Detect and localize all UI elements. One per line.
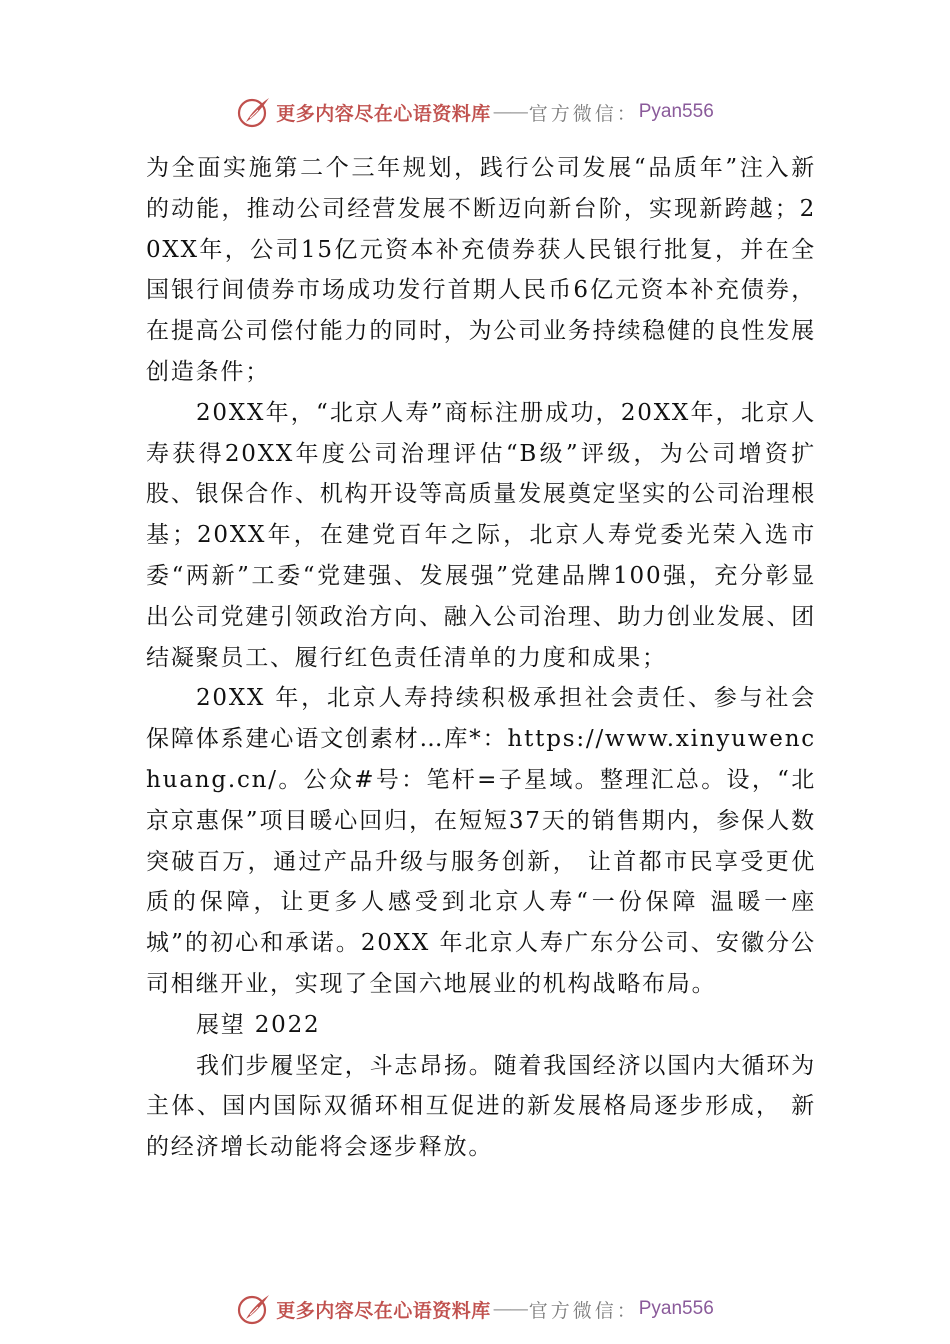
- paragraph-2: 20XX年，“北京人寿”商标注册成功，20XX年，北京人寿获得20XX年度公司治理评估“B级”评级，为公司增资扩股、银保合作、机构开设等高质量发展奠定坚实的公司治理根基；20XX年，在建党百年之际，北京人寿党委光荣入选市委“两新”工委“党建强、发展强”党建品牌100强，充分彰显出公司党建引领政治方向、融入公司治理、助力创业发展、团结凝聚员工、履行红色责任清单的力度和成果；: [146, 399, 816, 671]
- quill-logo-icon: [236, 94, 272, 130]
- header-dash: ——: [492, 101, 527, 123]
- header-wechat-label: 官方微信：: [528, 102, 639, 125]
- header-brand: 更多内容尽在心语资料库: [276, 102, 491, 125]
- footer-banner: [0, 1289, 950, 1329]
- section-heading: 展望 2022: [196, 1011, 321, 1038]
- footer-wechat-label: 官方微信：: [528, 1299, 639, 1322]
- paragraph-4: 我们步履坚定，斗志昂扬。随着我国经济以国内大循环为主体、国内国际双循环相互促进的新发展格局逐步形成， 新的经济增长动能将会逐步释放。: [146, 1052, 816, 1161]
- footer-wechat-id: Pyan556: [638, 1298, 714, 1319]
- header-wechat-id: Pyan556: [638, 101, 714, 122]
- header-banner: [0, 92, 950, 132]
- document-body: [146, 148, 816, 1168]
- paragraph-1: 为全面实施第二个三年规划，践行公司发展“品质年”注入新的动能，推动公司经营发展不断迈向新台阶，实现新跨越；20XX年，公司15亿元资本补充债券获人民银行批复，并在全国银行间债券市场成功发行首期人民币6亿元资本补充债券，在提高公司偿付能力的同时，为公司业务持续稳健的良性发展创造条件；: [146, 155, 816, 385]
- footer-brand: 更多内容尽在心语资料库: [276, 1299, 491, 1322]
- paragraph-3: 20XX 年，北京人寿持续积极承担社会责任、参与社会保障体系建心语文创素材…库*：https://www.xinyuwenchuang.cn/。公众#号：笔杆=子星域。整理汇总。设，“北京京惠保”项目暖心回归，在短短37天的销售期内，参保人数突破百万，通过产品升级与服务创新， 让首都市民享受更优质的保障，让更多人感受到北京人寿“一份保障 温暖一座城”的初心和承诺。20XX 年北京人寿广东分公司、安徽分公司相继开业，实现了全国六地展业的机构战略布局。: [146, 685, 816, 997]
- quill-logo-icon: [236, 1291, 272, 1327]
- footer-dash: ——: [492, 1298, 527, 1320]
